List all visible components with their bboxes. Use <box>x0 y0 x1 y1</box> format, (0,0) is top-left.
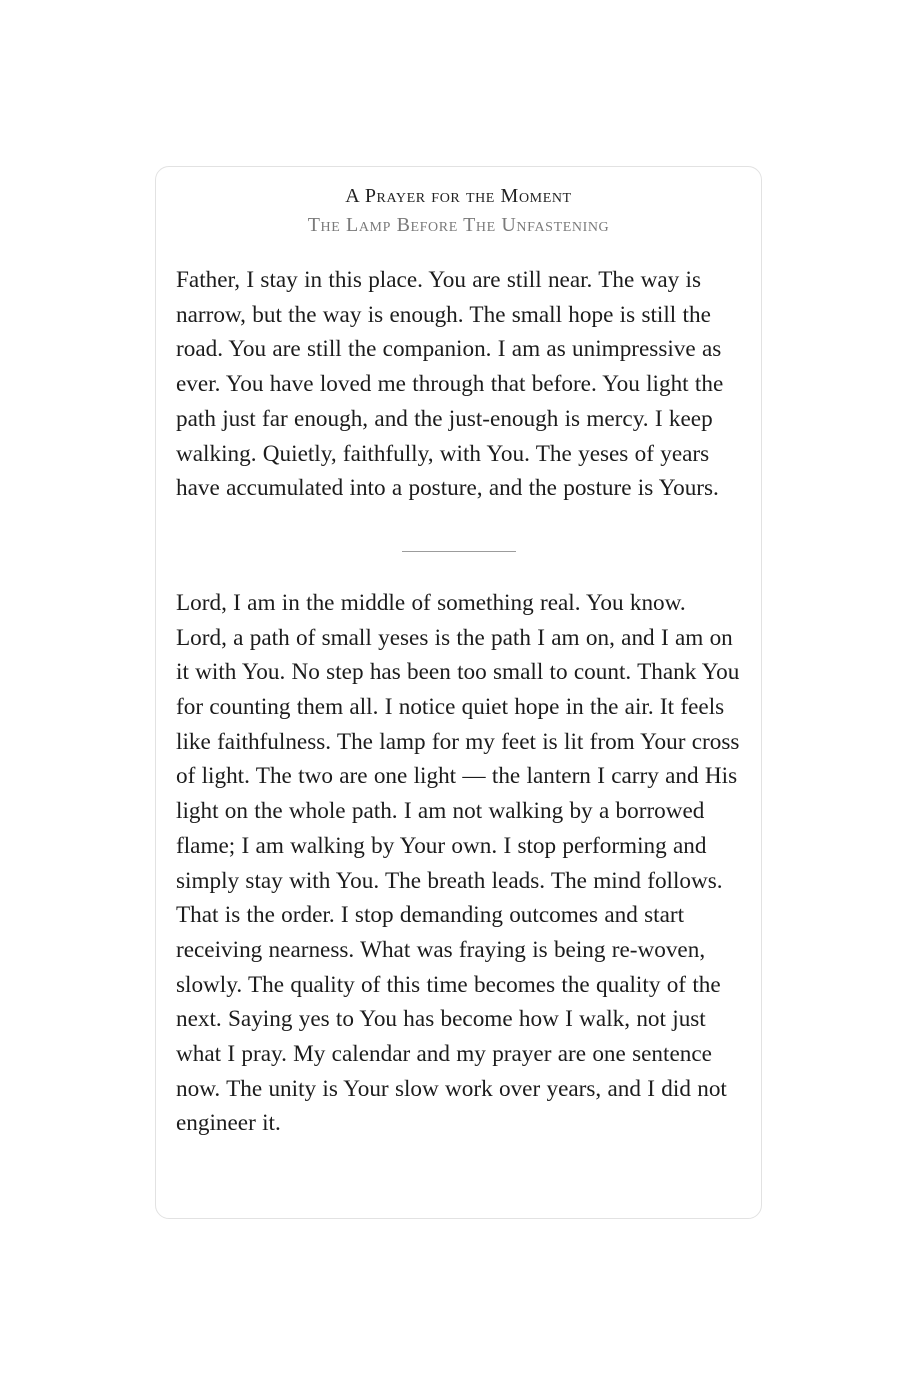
prayer-card <box>155 166 762 1219</box>
prayer-subtitle: The Lamp Before The Unfastening <box>307 214 610 236</box>
prayer-paragraph-1: Father, I stay in this place. You are still near. The way is narrow, but the way is enough. The small hope is still the road. You are still the companion. I am as unimpressive as ever. You have loved me through that before. You light the path just far enough, and the just-enough is mercy. I keep walking. Quietly, faithfully, with You. The yeses of years have accumulated into a posture, and the posture is Yours. <box>176 267 724 502</box>
prayer-paragraph-2: Lord, I am in the middle of something real. You know. Lord, a path of small yeses is the path I am on, and I am on it with You. No step has been too small to count. Thank You for counting them all. I notice quiet hope in the air. It feels like faithfulness. The lamp for my feet is lit from Your cross of light. The two are one light — the lantern I carry and His light on the whole path. I am not walking by a borrowed flame; I am walking by Your own. I stop performing and simply stay with You. The breath leads. The mind follows. That is the order. I stop demanding outcomes and start receiving nearness. What was fraying is being re-woven, slowly. The quality of this time becomes the quality of the next. Saying yes to You has become how I walk, not just what I pray. My calendar and my prayer are one sentence now. The unity is Your slow work over years, and I did not engineer it. <box>176 589 740 1137</box>
prayer-header <box>156 167 761 240</box>
section-divider <box>402 551 516 552</box>
prayer-title: A Prayer for the Moment <box>345 185 572 207</box>
